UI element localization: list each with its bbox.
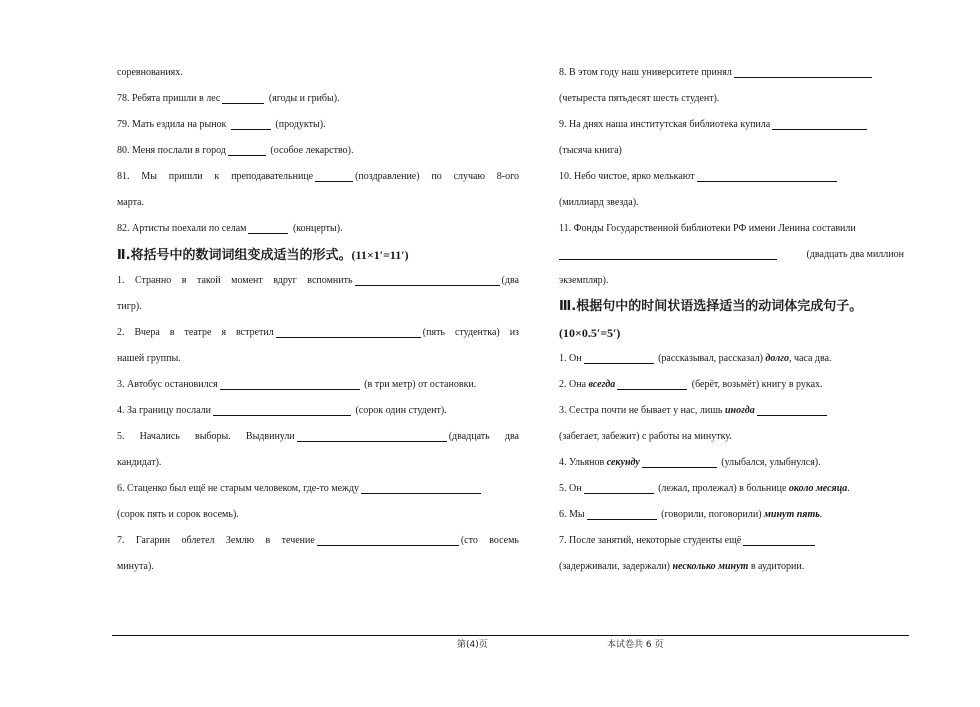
- sentence-8-cont: (четыреста пятьдесят шесть студент).: [559, 93, 720, 104]
- task-7-cont: (задерживали, задержали) несколько минут в аудитории.: [559, 561, 805, 572]
- answer-blank[interactable]: [617, 376, 687, 390]
- answer-blank[interactable]: [248, 220, 288, 234]
- left-column: [117, 60, 519, 580]
- task-3-cont: (забегает, забежит) с работы на минутку.: [559, 431, 732, 442]
- task-3: 3. Сестра почти не бывает у нас, лишь иногда: [559, 398, 904, 424]
- sentence-8: 8. В этом году наш университете принял: [559, 60, 904, 86]
- page-number: 第(4)页: [457, 640, 488, 650]
- sentence-11: 11. Фонды Государственной библиотеки РФ имени Ленина составили: [559, 223, 856, 234]
- sentence-11-line2: (двадцать два миллион: [559, 242, 904, 268]
- answer-blank[interactable]: [642, 454, 717, 468]
- answer-blank[interactable]: [220, 376, 360, 390]
- answer-blank[interactable]: [697, 168, 837, 182]
- sentence-10-cont: (миллиард звезда).: [559, 197, 639, 208]
- question-78: 78. Ребята пришли в лес (ягоды и грибы).: [117, 86, 519, 112]
- section-2-title: Ⅱ.将括号中的数词词组变成适当的形式。(11×1′=11′): [117, 248, 409, 263]
- total-pages: 本试卷共 6 页: [607, 640, 664, 650]
- sentence-6-cont: (сорок пять и сорок восемь).: [117, 509, 239, 520]
- sentence-9-cont: (тысяча книга): [559, 145, 622, 156]
- question-81: 81. Мы пришли к преподавательнице (поздравление) по случаю 8-ого: [117, 164, 519, 190]
- section-3-points: (10×0.5′=5′): [559, 326, 621, 340]
- answer-blank[interactable]: [734, 64, 872, 78]
- section-3-title: Ⅲ.根据句中的时间状语选择适当的动词体完成句子。: [559, 299, 863, 314]
- question-81-cont: марта.: [117, 197, 144, 208]
- task-6: 6. Мы (говорили, поговорили) минут пять.: [559, 502, 904, 528]
- answer-blank[interactable]: [297, 428, 447, 442]
- task-2: 2. Она всегда (берёт, возьмёт) книгу в руках.: [559, 372, 904, 398]
- answer-blank[interactable]: [231, 116, 271, 130]
- answer-blank[interactable]: [584, 350, 654, 364]
- question-80: 80. Меня послали в город (особое лекарство).: [117, 138, 519, 164]
- answer-blank[interactable]: [213, 402, 351, 416]
- answer-blank[interactable]: [361, 480, 481, 494]
- answer-blank[interactable]: [584, 480, 654, 494]
- answer-blank[interactable]: [559, 246, 777, 260]
- task-4: 4. Ульянов секунду (улыбался, улыбнулся).: [559, 450, 904, 476]
- sentence-9: 9. На днях наша институтская библиотека купила: [559, 112, 904, 138]
- sentence-4: 4. За границу послали (сорок один студент).: [117, 398, 519, 424]
- task-7: 7. После занятий, некоторые студенты ещё: [559, 528, 904, 554]
- answer-blank[interactable]: [315, 168, 353, 182]
- answer-blank[interactable]: [757, 402, 827, 416]
- sentence-5: 5. Начались выборы. Выдвинули (двадцать два: [117, 424, 519, 450]
- question-79: 79. Мать ездила на рынок (продукты).: [117, 112, 519, 138]
- answer-blank[interactable]: [276, 324, 421, 338]
- footer-rule: [112, 635, 909, 636]
- answer-blank[interactable]: [587, 506, 657, 520]
- answer-blank[interactable]: [355, 272, 500, 286]
- sentence-2: 2. Вчера в театре я встретил (пять студентка) из: [117, 320, 519, 346]
- sentence-1-cont: тигр).: [117, 301, 142, 312]
- answer-blank[interactable]: [222, 90, 264, 104]
- sentence-11-cont: экземпляр).: [559, 275, 609, 286]
- sentence-1: 1. Странно в такой момент вдруг вспомнить (два: [117, 268, 519, 294]
- text-line: соревнованиях.: [117, 67, 183, 78]
- question-82: 82. Артисты поехали по селам (концерты).: [117, 216, 519, 242]
- sentence-7: 7. Гагарин облетел Землю в течение (сто восемь: [117, 528, 519, 554]
- sentence-3: 3. Автобус остановился (в три метр) от остановки.: [117, 372, 519, 398]
- answer-blank[interactable]: [317, 532, 459, 546]
- sentence-7-cont: минута).: [117, 561, 154, 572]
- task-5: 5. Он (лежал, пролежал) в больнице около месяца.: [559, 476, 904, 502]
- sentence-5-cont: кандидат).: [117, 457, 162, 468]
- sentence-10: 10. Небо чистое, ярко мелькают: [559, 164, 904, 190]
- answer-blank[interactable]: [772, 116, 867, 130]
- answer-blank[interactable]: [743, 532, 815, 546]
- right-column: [559, 60, 904, 580]
- answer-blank[interactable]: [228, 142, 266, 156]
- sentence-6: 6. Стаценко был ещё не старым человеком, где-то между: [117, 476, 519, 502]
- sentence-2-cont: нашей группы.: [117, 353, 181, 364]
- task-1: 1. Он (рассказывал, рассказал) долго, часа два.: [559, 346, 904, 372]
